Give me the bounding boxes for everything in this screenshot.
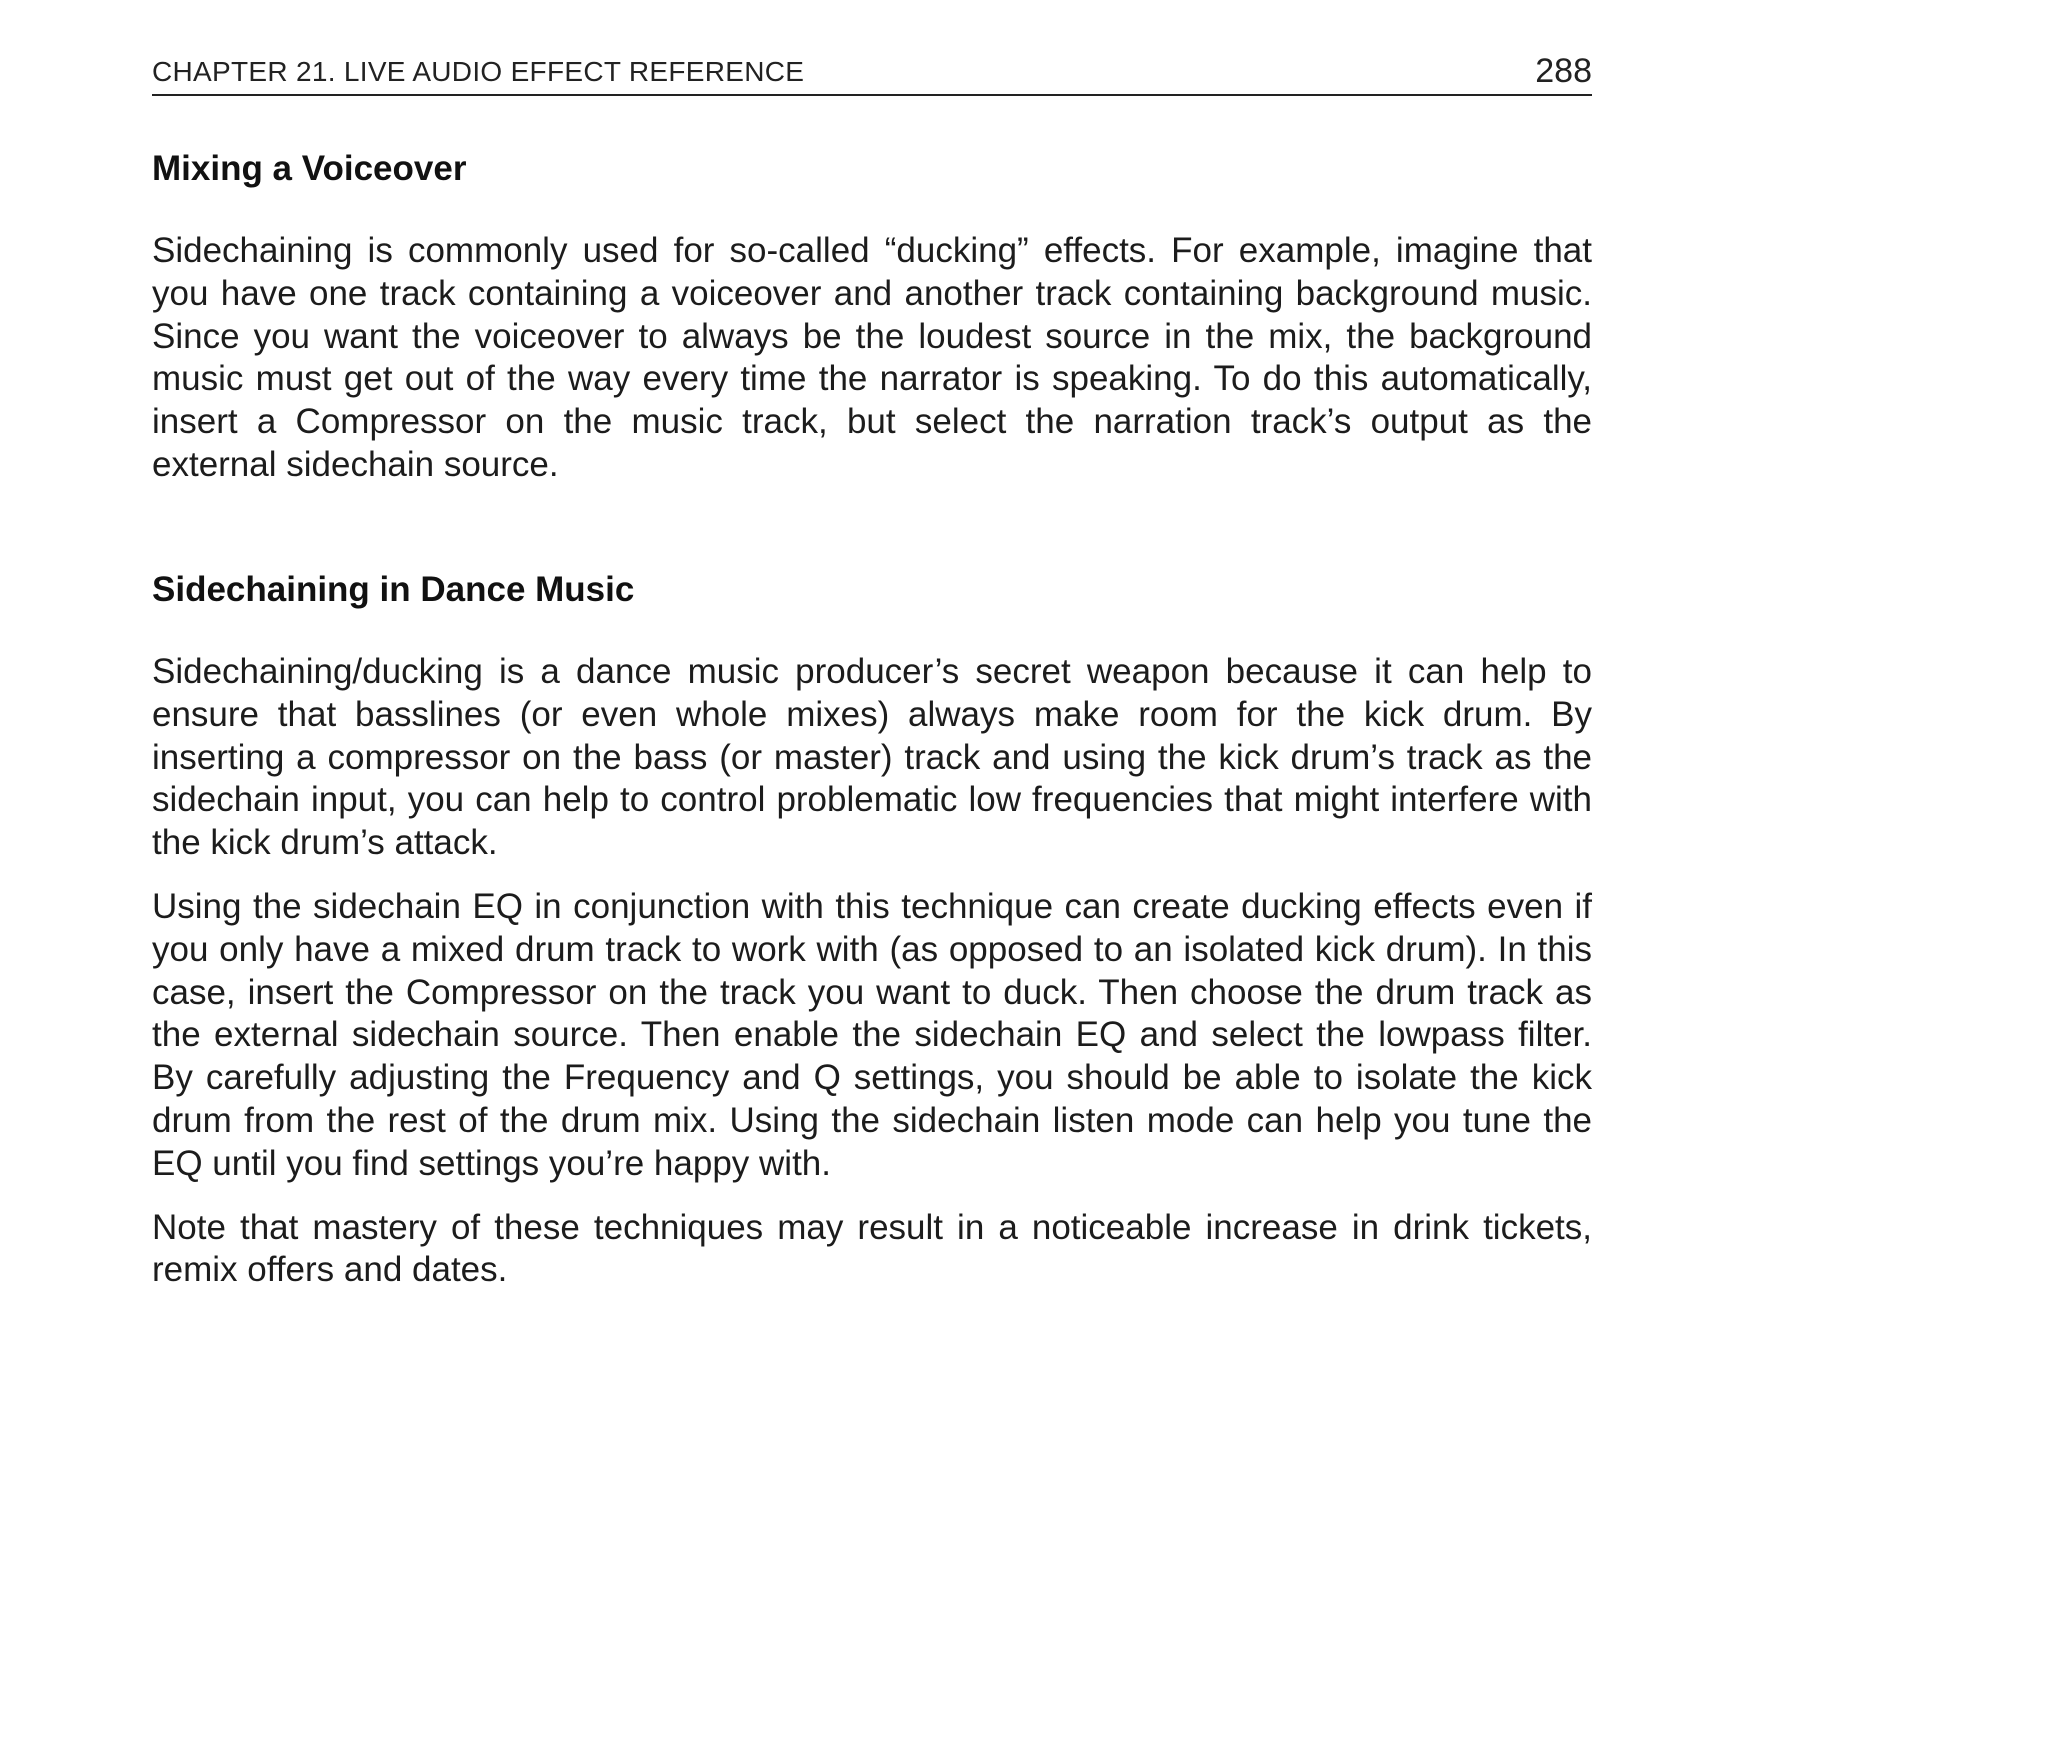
section-heading: Mixing a Voiceover bbox=[152, 149, 467, 188]
document-page bbox=[152, 40, 1592, 1290]
running-header bbox=[152, 40, 1592, 96]
paragraph: Sidechaining is commonly used for so-called “ducking” effects. For example, imagine that you have one track containing a voiceover and another track containing background music. Since you want the voiceover to always be the loudest source in the mix, the background music must get out of the way every time the narrator is speaking. To do this automatically, insert a Compressor on the music track, but select the narration track’s output as the external sidechain source. bbox=[152, 231, 1592, 484]
paragraph: Note that mastery of these techniques may result in a noticeable increase in drink tickets, remix offers and dates. bbox=[152, 1207, 1592, 1290]
section-mixing-voiceover bbox=[152, 148, 1592, 487]
section-heading: Sidechaining in Dance Music bbox=[152, 570, 635, 609]
chapter-title: CHAPTER 21. LIVE AUDIO EFFECT REFERENCE bbox=[152, 56, 805, 87]
paragraph: Sidechaining/ducking is a dance music producer’s secret weapon because it can help to ensure that basslines (or even whole mixes) always make room for the kick drum. By inserting a compressor on the bass (or master) track and using the kick drum’s track as the sidechain input, you can help to control problematic low frequencies that might interfere with the kick drum’s attack. bbox=[152, 652, 1592, 863]
section-sidechaining-dance-music bbox=[152, 569, 1592, 1292]
paragraph: Using the sidechain EQ in conjunction with this technique can create ducking effects even if you only have a mixed drum track to work with (as opposed to an isolated kick drum). In this case, insert the Compressor on the track you want to duck. Then choose the drum track as the external sidechain source. Then enable the sidechain EQ and select the lowpass filter. By carefully adjusting the Frequency and Q settings, you should be able to isolate the kick drum from the rest of the drum mix. Using the sidechain listen mode can help you tune the EQ until you find settings you’re happy with. bbox=[152, 886, 1592, 1183]
page-number: 288 bbox=[1535, 52, 1592, 90]
